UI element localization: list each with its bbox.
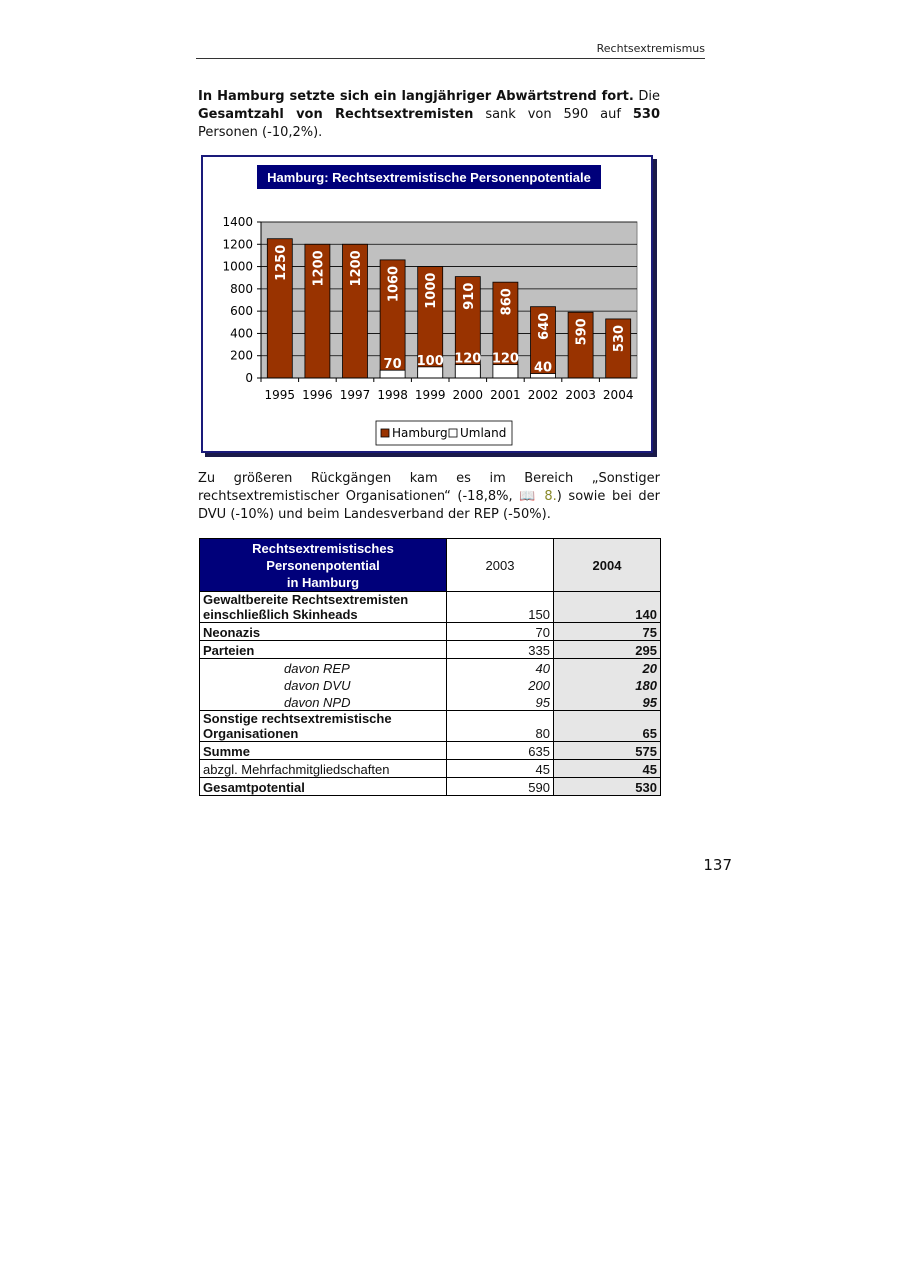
row-label-line-1: Sonstige rechtsextremistische [203,711,392,726]
table-row [200,623,661,641]
value-2004: 575 [554,742,661,760]
row-label [200,659,447,677]
bar-label-hamburg: 530 [612,324,628,353]
bar-label-hamburg: 1200 [311,250,327,287]
table-title-line-1: Rechtsextremistisches [252,540,394,556]
value-2003: 200 [447,676,554,693]
value-2004: 65 [554,711,661,742]
potential-table [199,538,661,796]
table-row [200,641,661,659]
table-row [200,592,661,623]
intro-text-2: sank von 590 auf [473,107,633,122]
x-tick-label: 1995 [264,388,296,402]
value-2003: 40 [447,659,554,677]
second-paragraph [198,470,660,524]
y-tick-label: 200 [230,348,253,363]
x-tick-label: 1996 [302,388,333,402]
page-number: 137 [703,856,732,874]
book-icon[interactable]: 📖 [519,489,538,504]
row-label-line-2: Organisationen [203,726,299,741]
intro-bold-3: 530 [632,107,660,122]
bar-label-umland: 120 [454,351,482,367]
bar-label-hamburg: 1250 [273,244,289,281]
bar-chart [203,157,651,451]
intro-paragraph [198,88,660,142]
col-header-2004: 2004 [554,539,661,592]
x-tick-label: 2002 [527,388,559,402]
x-tick-label: 1999 [414,388,446,402]
value-2003: 45 [447,760,554,778]
value-2004: 180 [554,676,661,693]
x-tick-label: 2003 [565,388,596,402]
running-header: Rechtsextremismus [596,42,705,55]
value-2004: 75 [554,623,661,641]
row-label: Gesamtpotential [200,778,447,796]
reference-number[interactable]: 8. [544,489,557,504]
bar-label-hamburg: 640 [537,312,552,340]
value-2003: 95 [447,693,554,711]
value-2004: 140 [554,592,661,623]
table-title-cell [200,539,447,592]
value-2003: 635 [447,742,554,760]
row-label: Parteien [200,641,447,659]
col-header-2003: 2003 [447,539,554,592]
x-tick-label: 1997 [339,388,371,402]
row-label: Neonazis [200,623,447,641]
row-label-line-2: einschließlich Skinheads [203,607,358,622]
table-row [200,659,661,677]
y-tick-label: 400 [230,326,253,341]
y-tick-label: 800 [230,281,253,296]
intro-text-3: Personen (-10,2%). [198,125,323,140]
chart-title: Hamburg: Rechtsextremistische Personenpotentiale [267,170,591,185]
y-tick-label: 1000 [222,259,253,274]
chart-frame [201,155,653,453]
x-tick-label: 2001 [490,388,521,402]
bar-label-hamburg: 1000 [424,272,440,309]
legend-label-umland: Umland [460,426,507,440]
table-title-line-2: Personenpotential [266,557,380,573]
row-label: Summe [200,742,447,760]
table-row [200,778,661,796]
intro-bold-2: Gesamtzahl von Rechtsextremisten [198,107,474,122]
table-header-row [200,539,661,592]
bar-label-umland: 40 [533,360,553,376]
table-title-line-3: in Hamburg [286,574,360,590]
row-label [200,676,447,693]
row-label-text: davon REP [284,661,350,676]
value-2003: 335 [447,641,554,659]
header-rule [196,58,705,59]
row-label [200,592,447,623]
row-label-text: davon NPD [284,695,351,710]
row-label: abzgl. Mehrfachmitgliedschaften [200,760,447,778]
value-2004: 45 [554,760,661,778]
bar-label-umland: 120 [491,351,519,367]
legend-swatch-hamburg [381,429,389,437]
table-row [200,676,661,693]
table-row [200,711,661,742]
table-row [200,742,661,760]
value-2003: 70 [447,623,554,641]
intro-bold-1: In Hamburg setzte sich ein langjähriger Abwärtstrend fort. [198,89,634,104]
legend-swatch-umland [449,429,457,437]
row-label [200,693,447,711]
x-tick-label: 2000 [452,388,484,402]
y-tick-label: 600 [230,304,253,319]
value-2004: 530 [554,778,661,796]
bar-label-hamburg: 590 [574,318,590,346]
value-2003: 150 [447,592,554,623]
table-row [200,760,661,778]
para2-text-after: ) sowie bei der DVU (-10%) und beim Landesverband der REP (-50%). [198,489,660,522]
bar-label-hamburg: 1060 [386,265,402,303]
bar-label-umland: 70 [383,357,402,373]
x-tick-label: 2004 [602,388,634,402]
legend-label-hamburg: Hamburg [392,426,448,440]
bar-label-hamburg: 910 [461,282,477,310]
y-tick-label: 1200 [222,237,253,252]
value-2004: 20 [554,659,661,677]
bar-label-hamburg: 860 [499,288,515,316]
x-tick-label: 1998 [377,388,408,402]
intro-text-1: Die [633,89,660,104]
row-label [200,711,447,742]
y-tick-label: 0 [245,371,253,385]
para2-text-before: Zu größeren Rückgängen kam es im Bereich „Sonstiger rechtsextremistischer Organisationen“ (-18,8%, [198,471,660,504]
y-tick-label: 1400 [222,215,253,229]
value-2004: 295 [554,641,661,659]
table-row [200,693,661,711]
value-2003: 80 [447,711,554,742]
bar-label-umland: 100 [416,353,444,369]
value-2003: 590 [447,778,554,796]
value-2004: 95 [554,693,661,711]
row-label-text: davon DVU [284,678,351,693]
row-label-line-1: Gewaltbereite Rechtsextremisten [203,592,409,607]
bar-label-hamburg: 1200 [349,250,364,287]
